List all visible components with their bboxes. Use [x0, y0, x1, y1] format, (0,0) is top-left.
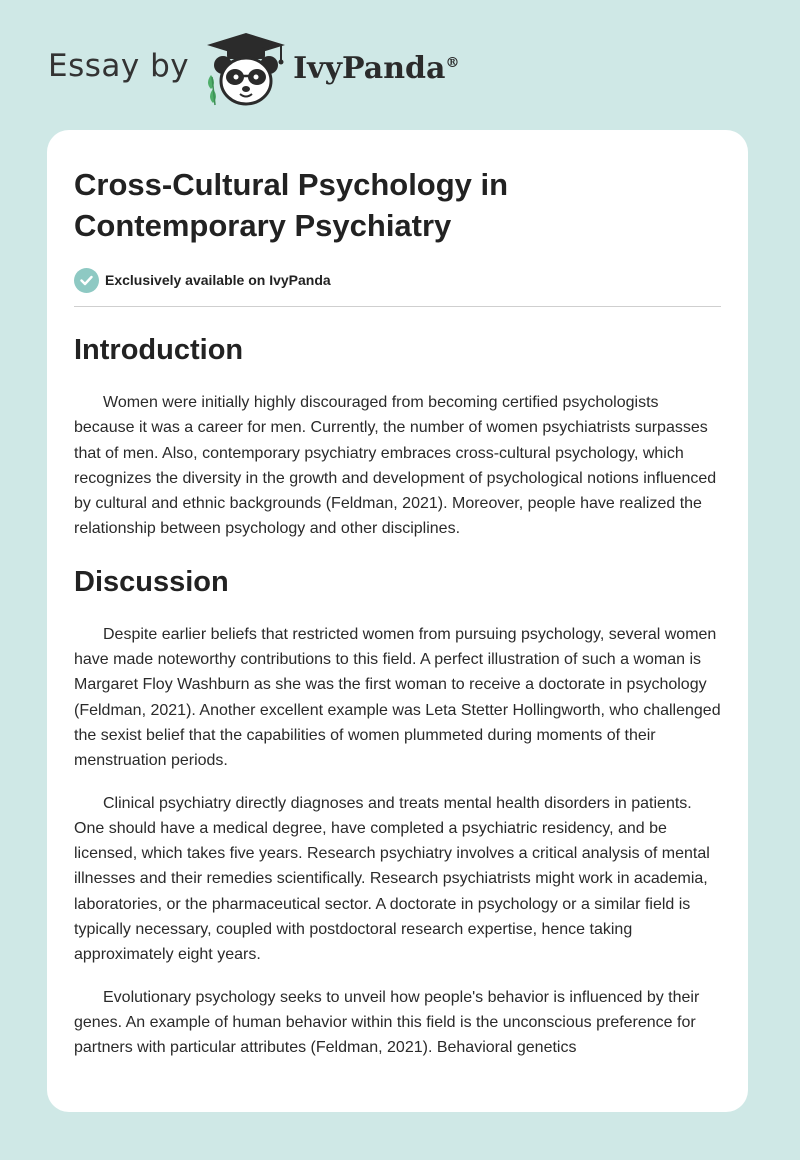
paragraph: Clinical psychiatry directly diagnoses and treats mental health disorders in patients. One should have a medical degree, have completed a psychiatric residency, and be licensed, which takes five years. Research psychiatry involves a critical analysis of mental illnesses and their remedies scientifically. Research psychiatrists might work in academia, laboratories, or the pharmaceutical sector. A doctorate in psychology or a similar field is typically necessary, coupled with postdoctoral research expertise, hence taking approximately eight years.: [74, 794, 710, 964]
ivypanda-panda-logo-icon[interactable]: [203, 31, 289, 109]
essay-by-label: Essay by: [48, 48, 190, 84]
paragraph: Evolutionary psychology seeks to unveil how people's behavior is influenced by their genes. An example of human behavior within this field is the unconscious preference for partners with particular attributes (Feldman, 2021). Behavioral genetics: [74, 988, 700, 1057]
brand-name[interactable]: [293, 51, 459, 86]
essay-title: Cross-Cultural Psychology in Contemporary Psychiatry: [74, 167, 509, 243]
paragraph: Women were initially highly discouraged from becoming certified psychologists because it was a career for men. Currently, the number of women psychiatrists surpasses that of men. Also, contemporary psychiatry embraces cross-cultural psychology, which recognizes the diversity in the growth and development of psychological notions influenced by cultural and ethnic backgrounds (Feldman, 2021). Moreover, people have realized the relationship between psychology and other disciplines.: [74, 394, 717, 538]
essay-card: [47, 130, 748, 1112]
section-heading-discussion: Discussion: [74, 565, 229, 598]
site-header: [48, 32, 459, 112]
section-heading-introduction: Introduction: [74, 334, 244, 366]
checkmark-icon: [74, 268, 99, 293]
exclusive-label: Exclusively available on IvyPanda: [105, 272, 331, 288]
brand-name-text: IvyPanda: [293, 50, 446, 86]
registered-mark: ®: [445, 54, 460, 71]
paragraph: Despite earlier beliefs that restricted women from pursuing psychology, several women have made noteworthy contributions to this field. A perfect illustration of such a woman is Margaret Floy Washburn as she was the first woman to receive a doctorate in psychology (Feldman, 2021). Another excellent example was Leta Stetter Hollingworth, who challenged the sexist belief that the capabilities of women plummeted during moments of their menstruation periods.: [74, 625, 721, 770]
title-divider: [74, 306, 721, 307]
exclusive-badge: [74, 266, 721, 294]
